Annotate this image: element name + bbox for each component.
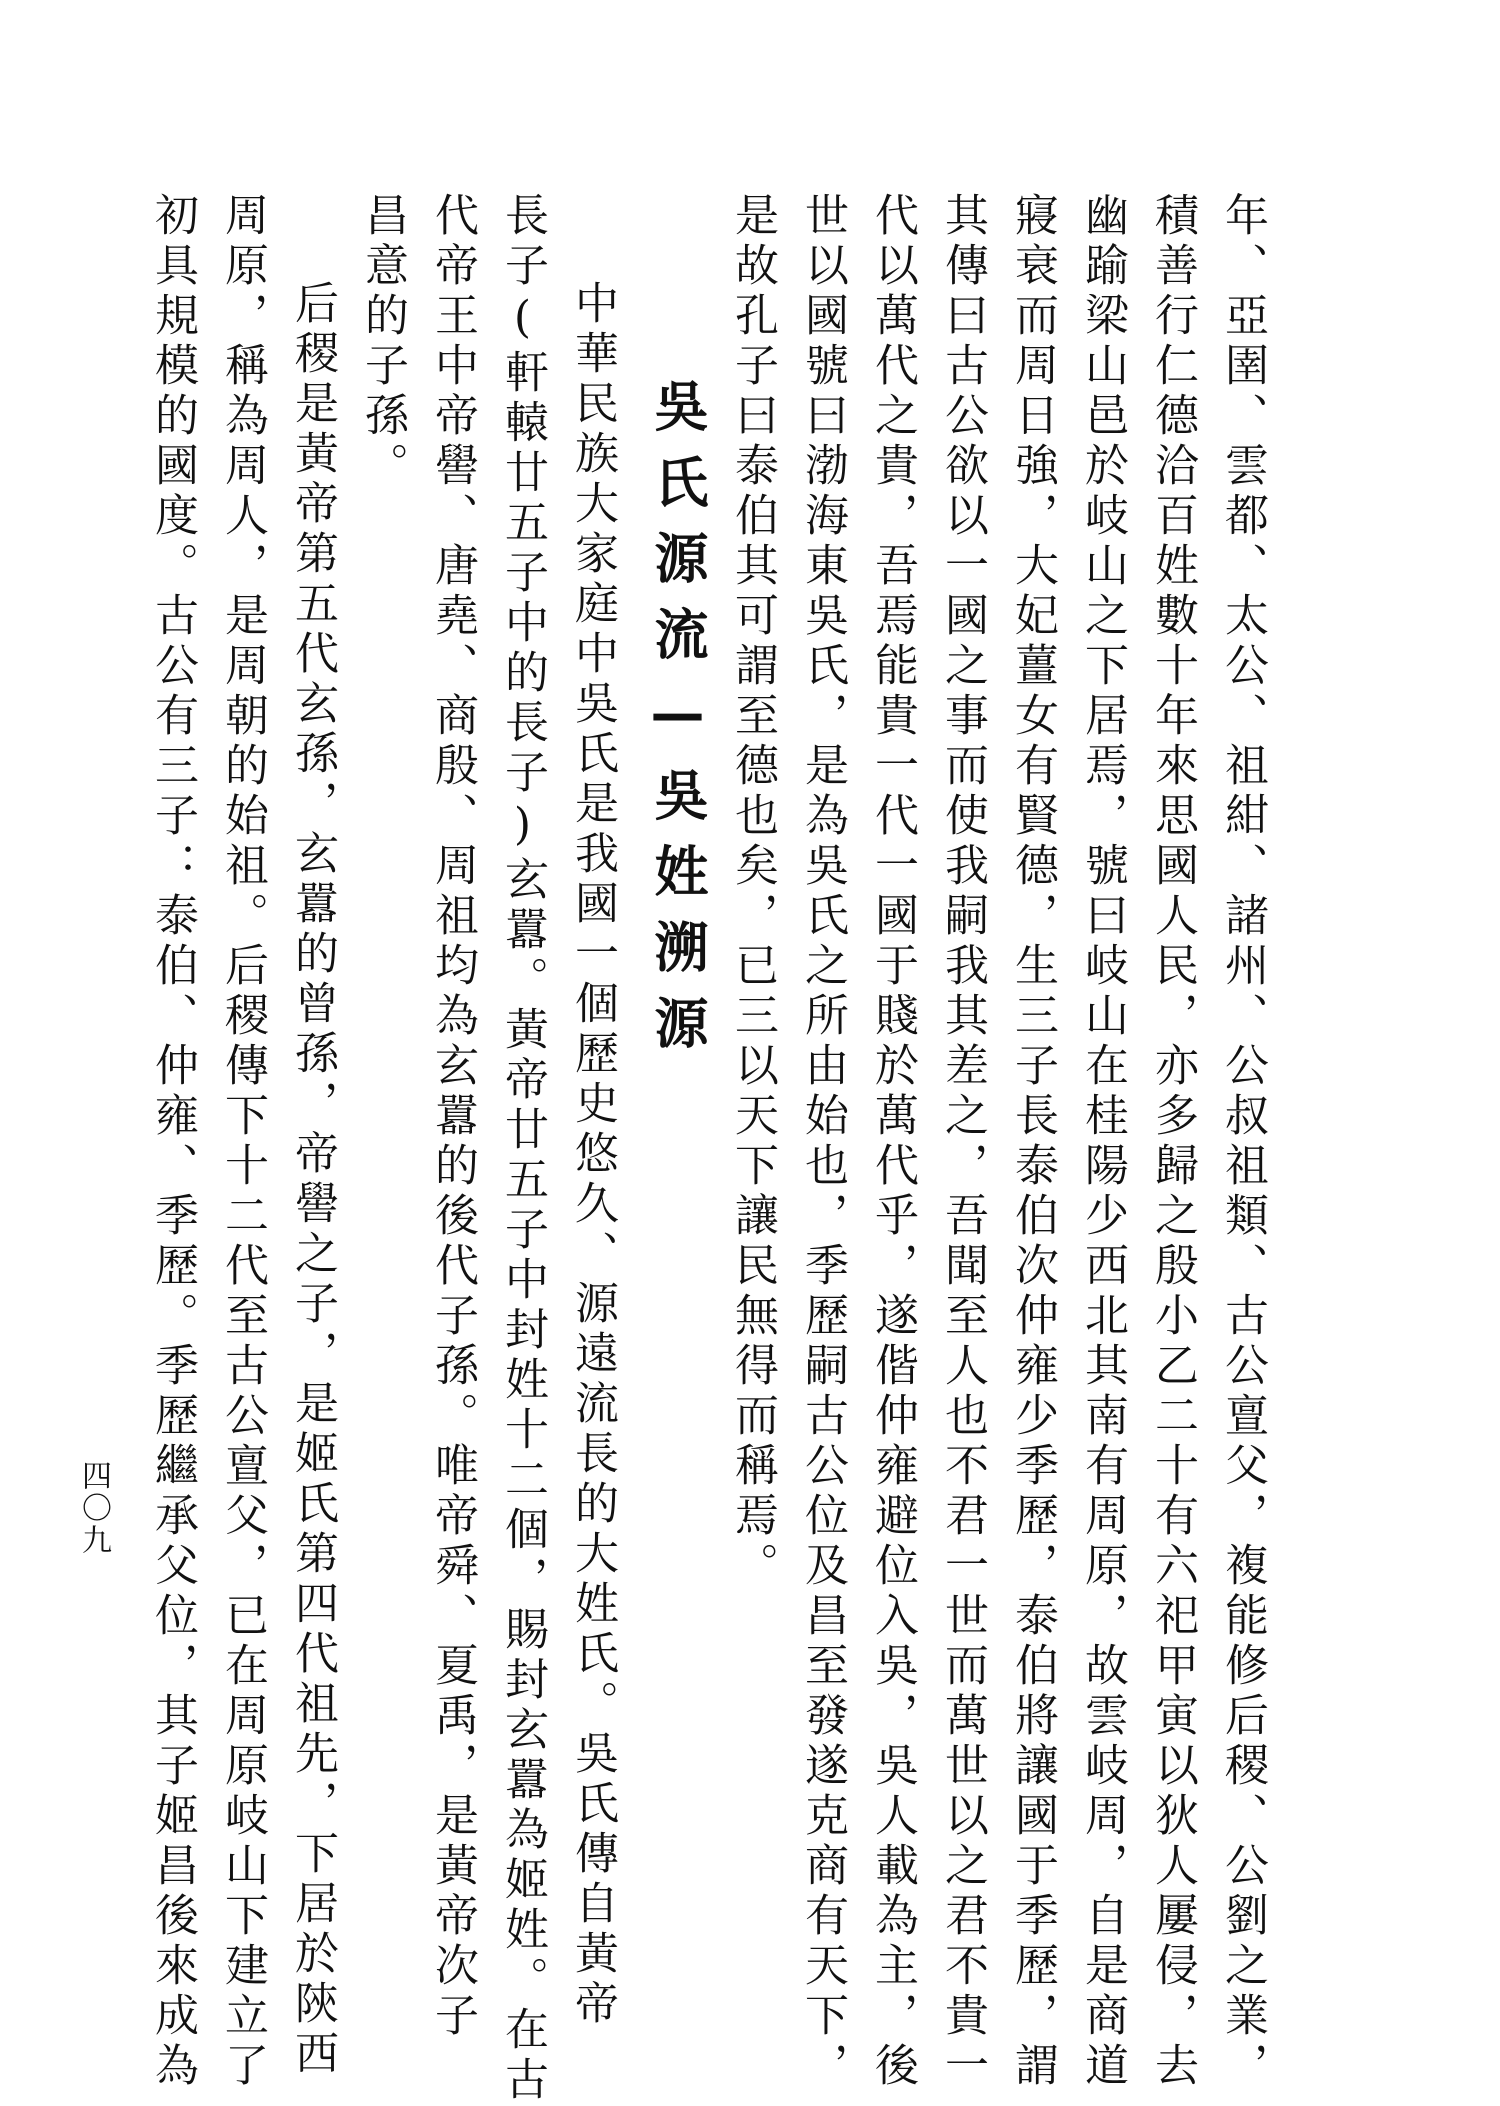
body-line-1: 中華民族大家庭中吳氏是我國一個歷史悠久、源遠流長的大姓氏。吳氏傳自黃帝	[567, 280, 618, 2030]
body-line-6: 周原，稱為周人，是周朝的始祖。后稷傳下十二代至古公亶父，已在周原岐山下建立了	[217, 192, 268, 2092]
body-line-7: 初具規模的國度。古公有三子：泰伯、仲雍、季歷。季歷繼承父位，其子姬昌後來成為	[147, 192, 198, 2092]
quote-line-2: 積善行仁德洽百姓數十年來思國人民，亦多歸之殷小乙二十有六祀甲寅以狄人屢侵，去	[1147, 192, 1198, 2092]
body-line-4: 昌意的子孫。	[357, 192, 408, 492]
quote-line-7: 世以國號曰渤海東吳氏，是為吳氏之所由始也，季歷嗣古公位及昌至發遂克商有天下，	[797, 192, 848, 2092]
quote-line-5: 其傳曰古公欲以一國之事而使我嗣我其差之，吾聞至人也不君一世而萬世以之君不貴一	[937, 192, 988, 2092]
quote-line-8: 是故孔子曰泰伯其可謂至德也矣，已三以天下讓民無得而稱焉。	[727, 192, 778, 1592]
page-number: 四〇九	[76, 1460, 111, 1556]
quote-line-6: 代以萬代之貴，吾焉能貴一代一國于賤於萬代乎，遂偕仲雍避位入吳，吳人載為主，後	[867, 192, 918, 2092]
quote-line-1: 年、亞圉、雲都、太公、祖紺、諸州、公叔祖類、古公亶父，複能修后稷、公劉之業，	[1217, 192, 1268, 2092]
body-line-2: 長子(軒轅廿五子中的長子)玄囂。黃帝廿五子中封姓十二個，賜封玄囂為姬姓。在古	[497, 192, 548, 2106]
body-line-3: 代帝王中帝嚳、唐堯、商殷、周祖均為玄囂的後代子孫。唯帝舜、夏禹，是黃帝次子	[427, 192, 478, 2042]
section-title: 吳氏源流—吳姓溯源	[646, 378, 709, 1071]
quote-line-3: 幽踰梁山邑於岐山之下居焉，號曰岐山在桂陽少西北其南有周原，故雲岐周，自是商道	[1077, 192, 1128, 2092]
quote-line-4: 寢衰而周日強，大妃薑女有賢德，生三子長泰伯次仲雍少季歷，泰伯將讓國于季歷，謂	[1007, 192, 1058, 2092]
body-line-5: 后稷是黃帝第五代玄孫，玄囂的曾孫，帝嚳之子，是姬氏第四代祖先，下居於陝西	[287, 280, 338, 2080]
